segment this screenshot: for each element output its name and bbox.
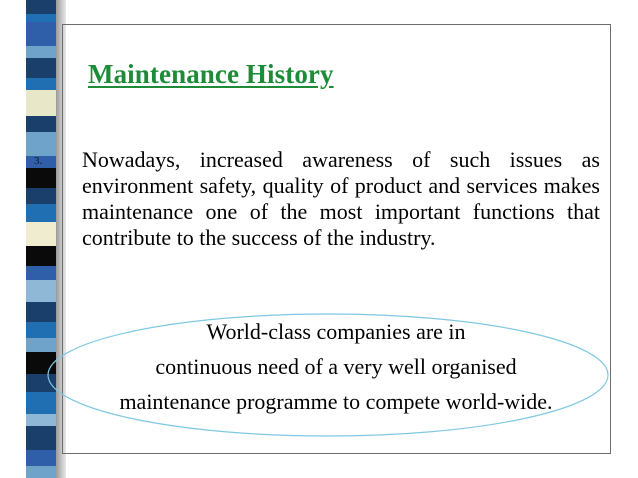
- stripe-segment: [26, 132, 56, 156]
- decorative-stripe-bar: [26, 0, 56, 478]
- stripe-segment: [26, 116, 56, 132]
- bullet-marker: 3.: [34, 155, 43, 167]
- stripe-segment: [26, 322, 56, 338]
- stripe-segment: [26, 0, 56, 14]
- stripe-segment: [26, 392, 56, 414]
- stripe-segment: [26, 58, 56, 78]
- stripe-segment: [26, 246, 56, 266]
- stripe-segment: [26, 168, 56, 188]
- stripe-segment: [26, 450, 56, 466]
- stripe-segment: [26, 22, 56, 46]
- stripe-segment: [26, 188, 56, 204]
- body-paragraph: Nowadays, increased awareness of such issues as environment safety, quality of product and services makes maintenance one of the most important functions that contribute to the success of the industry.: [82, 147, 600, 250]
- stripe-segment: [26, 302, 56, 322]
- stripe-segment: [26, 222, 56, 246]
- stripe-segment: [26, 466, 56, 478]
- stripe-segment: [26, 78, 56, 90]
- quote-block: [66, 314, 606, 419]
- stripe-segment: [26, 204, 56, 222]
- quote-line-1: World-class companies are in: [206, 319, 466, 344]
- stripe-segment: [26, 338, 56, 352]
- quote-line-2: continuous need of a very well organised: [155, 354, 517, 379]
- stripe-segment: [26, 266, 56, 280]
- stripe-segment: [26, 280, 56, 302]
- stripe-segment: [26, 352, 56, 374]
- stripe-segment: [26, 414, 56, 426]
- stripe-segment: [26, 374, 56, 392]
- stripe-segment: [26, 14, 56, 22]
- stripe-segment: [26, 426, 56, 450]
- stripe-segment: [26, 90, 56, 116]
- quote-line-3: maintenance programme to compete world-wide.: [119, 389, 553, 414]
- slide-title: Maintenance History: [88, 59, 334, 89]
- stripe-segment: [26, 46, 56, 58]
